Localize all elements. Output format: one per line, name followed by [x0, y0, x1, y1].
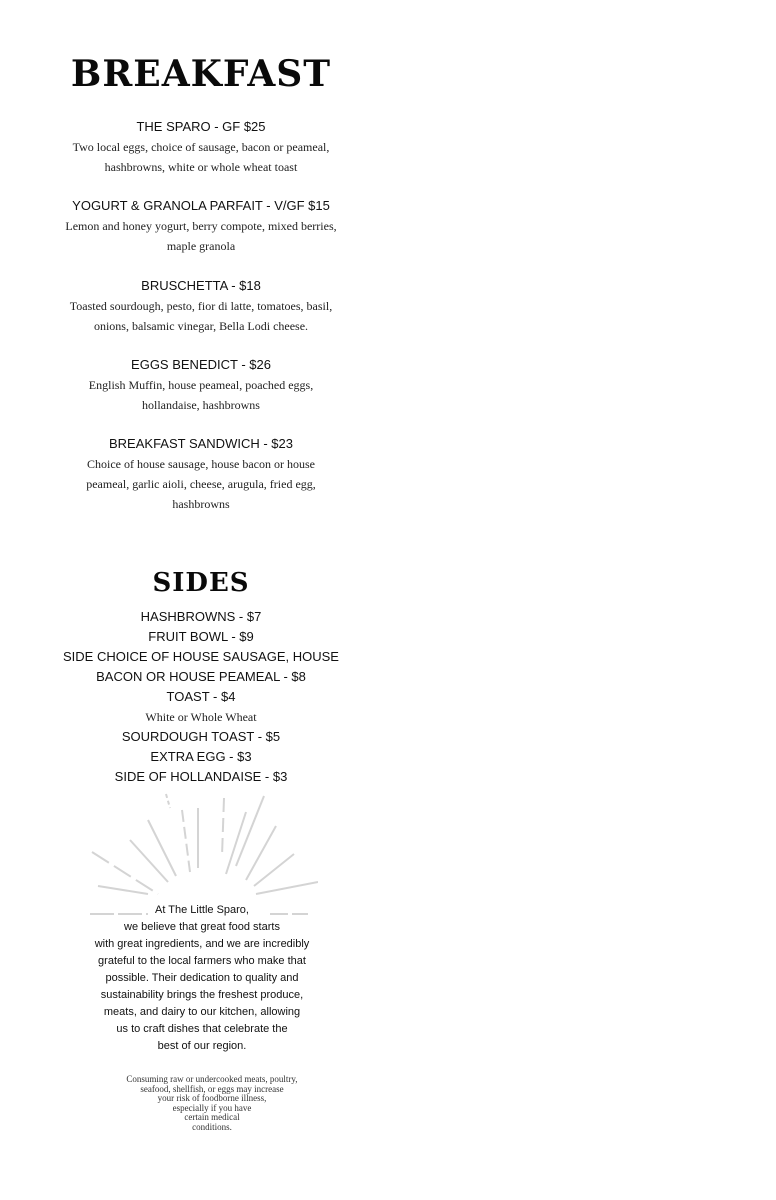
disclaimer-line: conditions.	[192, 1121, 232, 1132]
side-item-note: White or Whole Wheat	[145, 710, 257, 724]
menu-item-title: BREAKFAST SANDWICH - $23	[109, 436, 293, 451]
description-line: hashbrowns	[172, 497, 230, 511]
menu-item-description	[50, 137, 352, 177]
menu-item	[50, 434, 352, 514]
disclaimer-line: Consuming raw or undercooked meats, poultry,	[126, 1074, 298, 1084]
menu-item-description	[50, 454, 352, 514]
description-line: onions, balsamic vinegar, Bella Lodi cheese.	[93, 319, 309, 333]
description-line: peameal, garlic aioli, cheese, arugula, fried egg,	[86, 477, 316, 491]
side-item: HASHBROWNS - $7	[140, 609, 262, 624]
disclaimer-line: certain medical	[184, 1112, 240, 1122]
menu-item-title: EGGS BENEDICT - $26	[131, 357, 271, 372]
disclaimer-line: your risk of foodborne illness,	[157, 1093, 267, 1103]
description-line: hollandaise, hashbrowns	[142, 398, 260, 412]
description-line: hashbrowns, white or whole wheat toast	[104, 160, 298, 174]
side-item: TOAST - $4	[166, 689, 236, 704]
sides-heading: SIDES	[152, 568, 250, 598]
menu-item	[50, 196, 352, 256]
menu-item	[50, 355, 352, 415]
about-line: meats, and dairy to our kitchen, allowing	[103, 1006, 301, 1018]
side-item: EXTRA EGG - $3	[150, 749, 252, 764]
side-item: BACON OR HOUSE PEAMEAL - $8	[96, 669, 306, 684]
description-line: English Muffin, house peameal, poached eggs,	[88, 378, 314, 392]
about-line: sustainability brings the freshest produce,	[100, 989, 304, 1001]
menu-item-title: THE SPARO - GF $25	[136, 119, 266, 134]
about-line: At The Little Sparo,	[155, 904, 249, 916]
description-line: Choice of house sausage, house bacon or house	[87, 457, 315, 471]
side-item: FRUIT BOWL - $9	[148, 629, 254, 644]
description-line: Toasted sourdough, pesto, fior di latte, tomatoes, basil,	[69, 299, 333, 313]
description-line: maple granola	[166, 239, 236, 253]
disclaimer-line: especially if you have	[172, 1102, 252, 1113]
menu-item-description	[50, 216, 352, 256]
sunburst-ornament	[86, 790, 318, 920]
menu-item	[50, 117, 352, 177]
disclaimer-line: seafood, shellfish, or eggs may increase	[140, 1083, 284, 1094]
about-line: best of our region.	[157, 1040, 247, 1052]
menu-item	[50, 276, 352, 336]
about-line: with great ingredients, and we are incredibly	[94, 938, 310, 950]
about-line: possible. Their dedication to quality and	[105, 972, 299, 984]
menu-item-title: BRUSCHETTA - $18	[141, 278, 261, 293]
menu-item-description	[50, 375, 352, 415]
about-line: grateful to the local farmers who make that	[98, 955, 306, 967]
description-line: Two local eggs, choice of sausage, bacon or peameal,	[72, 140, 330, 154]
about-line: we believe that great food starts	[124, 921, 280, 933]
side-item: SIDE OF HOLLANDAISE - $3	[114, 769, 288, 784]
about-line: us to craft dishes that celebrate the	[116, 1023, 288, 1035]
breakfast-heading: BREAKFAST	[70, 53, 332, 95]
menu-item-title: YOGURT & GRANOLA PARFAIT - V/GF $15	[72, 198, 330, 213]
description-line: Lemon and honey yogurt, berry compote, mixed berries,	[65, 219, 337, 233]
food-safety-disclaimer	[102, 1075, 322, 1132]
about-paragraph	[82, 902, 322, 1055]
sides-list	[50, 607, 352, 787]
side-item: SOURDOUGH TOAST - $5	[121, 729, 281, 744]
side-item: SIDE CHOICE OF HOUSE SAUSAGE, HOUSE	[63, 649, 339, 664]
menu-item-description	[50, 296, 352, 336]
